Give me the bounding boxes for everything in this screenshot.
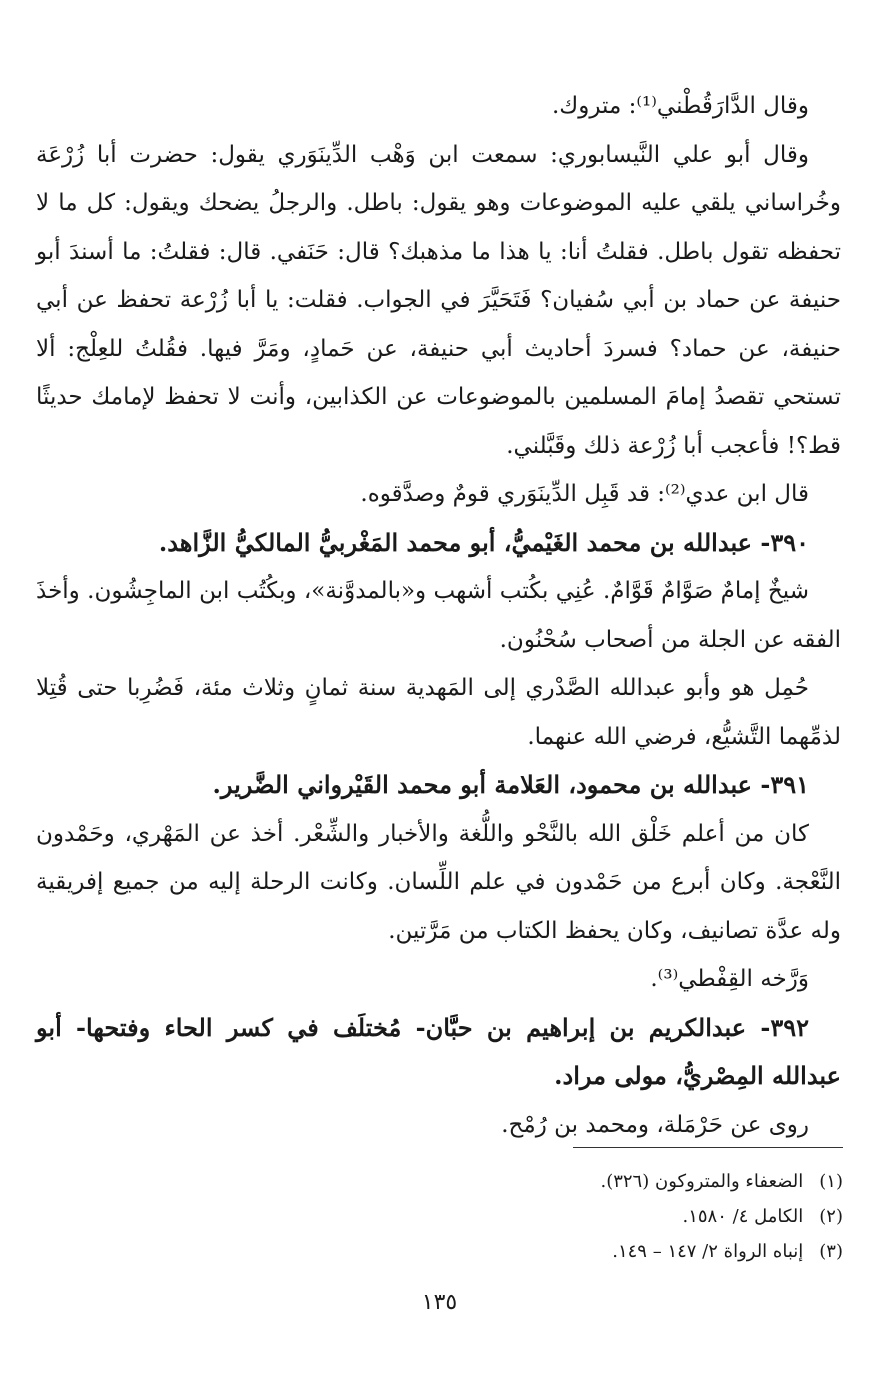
footnote-item — [36, 1199, 843, 1234]
paragraph-entry-390-a: شيخٌ إمامٌ صَوَّامٌ قَوَّامٌ. عُنِي بكُتب أشهب و«بالمدوَّنة»، وبكُتُب ابن الماجِشُون. وأخذَ الفقه عن الجلة من أصحاب سُحْنُون. — [36, 578, 841, 653]
footnote-item — [36, 1234, 843, 1269]
entry-heading-392: ٣٩٢- عبدالكريم بن إبراهيم بن حبَّان- مُختلَف في كسر الحاء وفتحها- أبو عبدالله المِصْريُّ، مولى مراد. — [36, 1012, 841, 1090]
footnote-separator — [573, 1147, 843, 1148]
page-number: ١٣٥ — [421, 1290, 458, 1315]
paragraph-entry-392: روى عن حَرْمَلة، ومحمد بن رُمْح. — [501, 1111, 809, 1138]
footnote-text: الضعفاء والمتروكون (٣٢٦). — [600, 1171, 804, 1192]
entry-heading-391: ٣٩١- عبدالله بن محمود، العَلامة أبو محمد القَيْرواني الضَّرير. — [212, 770, 809, 799]
paragraph-ibn-adi: قال ابن عدي⁽²⁾: قد قَبِل الدِّينَوَري قومٌ وصدَّقوه. — [360, 481, 809, 507]
footnote-item — [36, 1164, 843, 1199]
paragraph-entry-391-b: وَرَّخه القِفْطي⁽³⁾. — [650, 966, 809, 992]
entry-heading-390: ٣٩٠- عبدالله بن محمد الغَيْميُّ، أبو محمد المَغْربيُّ المالكيُّ الزَّاهد. — [158, 527, 809, 557]
footnote-number: (١) — [819, 1171, 843, 1192]
footnote-number: (٣) — [819, 1241, 843, 1262]
footnote-text: إنباه الرواة ٢/ ١٤٧ – ١٤٩. — [612, 1241, 804, 1262]
paragraph-entry-390-b: حُمِل هو وأبو عبدالله الصَّدْري إلى المَهدية سنة ثمانٍ وثلاث مئة، فَضُرِبا حتى قُتِلا لذمِّهما التَّشيُّع، فرضي الله عنهما. — [36, 675, 841, 750]
main-text — [36, 82, 841, 1149]
footnote-text: الكامل ٤/ ١٥٨٠. — [682, 1206, 804, 1227]
paragraph-naysaburi-narration: وقال أبو علي النَّيسابوري: سمعت ابن وَهْب الدِّينَوَري يقول: حضرت أبا زُرْعَة وخُراساني يلقي عليه الموضوعات وهو يقول: باطل. والرجلُ يضحك ويقول: كل ما لا تحفظه تقول باطل. فقلتُ أنا: يا هذا ما مذهبك؟ قال: حَنَفي. قال: فقلتُ: ما أسندَ أبو حنيفة عن حماد بن أبي سُفيان؟ فَتَحَيَّرَ في الجواب. فقلت: يا أبا زُرْعة تحفظ عن أبي حنيفة، عن حماد؟ فسردَ أحاديث أبي حنيفة، عن حَمادٍ، ومَرَّ فيها. فقُلتُ للعِلْج: ألا تستحي تقصدُ إمامَ المسلمين بالموضوعات عن الكذابين، وأنت لا تحفظ لإمامك حديثًا قط؟! فأعجب أبا زُرْعة ذلك وقَبَّلني. — [36, 141, 841, 459]
paragraph-daraqutni: وقال الدَّارَقُطْني⁽¹⁾: متروك. — [551, 93, 809, 119]
footnote-number: (٢) — [819, 1206, 843, 1227]
footnotes — [36, 1164, 843, 1269]
paragraph-entry-391-a: كان من أعلم خَلْق الله بالنَّحْو واللُّغة والأخبار والشِّعْر. أخذ عن المَهْري، وحَمْدون النَّعْجة. وكان أبرع من حَمْدون في علم اللِّسان. وكانت الرحلة إليه من جميع إفريقية وله عدَّة تصانيف، وكان يحفظ الكتاب من مَرَّتين. — [36, 820, 841, 944]
